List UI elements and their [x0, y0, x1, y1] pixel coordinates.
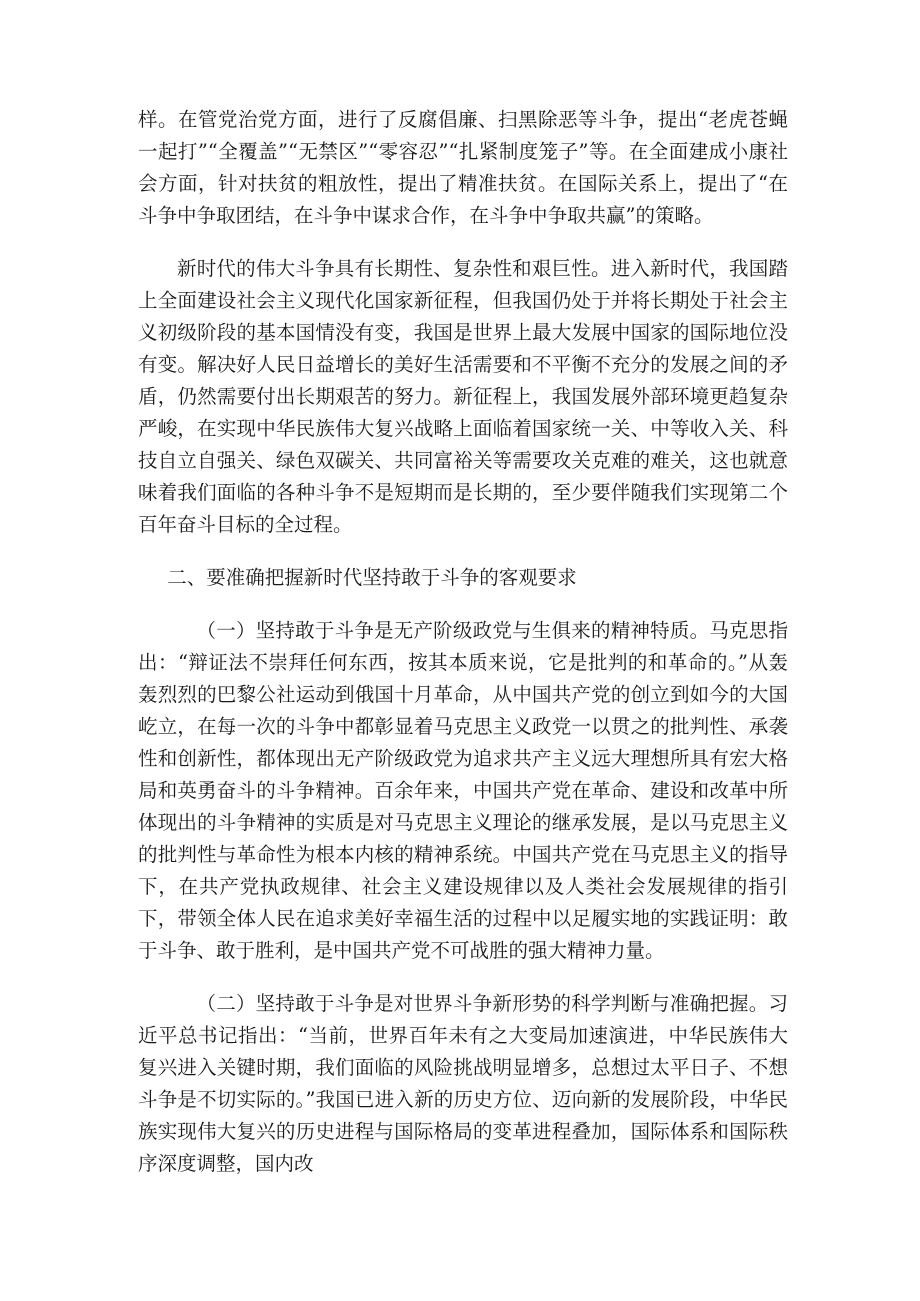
paragraph-point-two: （二）坚持敢于斗争是对世界斗争新形势的科学判断与准确把握。习近平总书记指出：“当前，世界百年未有之大变局加速演进，中华民族伟大复兴进入关键时期，我们面临的风险挑战明显增多，总想过太平日子、不想斗争是不切实际的。”我国已进入新的历史方位、迈向新的发展阶段，中华民族实现伟大复兴的历史进程与国际格局的变革进程叠加，国际体系和国际秩序深度调整，国内改: [138, 992, 788, 1175]
paragraph-continuation: 样。在管党治党方面，进行了反腐倡廉、扫黑除恶等斗争，提出“老虎苍蝇一起打”“全覆盖”“无禁区”“零容忍”“扎紧制度笼子”等。在全面建成小康社会方面，针对扶贫的粗放性，提出了精准扶贫。在国际关系上，提出了“在斗争中争取团结，在斗争中谋求合作，在斗争中争取共赢”的策略。: [138, 108, 788, 227]
section-heading: 二、要准确把握新时代坚持敢于斗争的客观要求: [167, 566, 577, 589]
paragraph-long-term-struggle: 新时代的伟大斗争具有长期性、复杂性和艰巨性。进入新时代，我国踏上全面建设社会主义现代化国家新征程，但我国仍处于并将长期处于社会主义初级阶段的基本国情没有变，我国是世界上最大发展中国家的国际地位没有变。解决好人民日益增长的美好生活需要和不平衡不充分的发展之间的矛盾，仍然需要付出长期艰苦的努力。新征程上，我国发展外部环境更趋复杂严峻，在实现中华民族伟大复兴战略上面临着国家统一关、中等收入关、科技自立自强关、绿色双碳关、共同富裕关等需要攻关克难的难关，这也就意味着我们面临的各种斗争不是短期而是长期的，至少要伴随我们实现第二个百年奋斗目标的全过程。: [138, 257, 788, 536]
paragraph-point-one: （一）坚持敢于斗争是无产阶级政党与生俱来的精神特质。马克思指出：“辩证法不崇拜任何东西，按其本质来说，它是批判的和革命的。”从轰轰烈烈的巴黎公社运动到俄国十月革命，从中国共产党的创立到如今的大国屹立，在每一次的斗争中都彰显着马克思主义政党一以贯之的批判性、承袭性和创新性，都体现出无产阶级政党为追求共产主义远大理想所具有宏大格局和英勇奋斗的斗争精神。百余年来，中国共产党在革命、建设和改革中所体现出的斗争精神的实质是对马克思主义理论的继承发展，是以马克思主义的批判性与革命性为根本内核的精神系统。中国共产党在马克思主义的指导下，在共产党执政规律、社会主义建设规律以及人类社会发展规律的指引下，带领全体人民在追求美好幸福生活的过程中以足履实地的实践证明：敢于斗争、敢于胜利，是中国共产党不可战胜的强大精神力量。: [138, 619, 788, 962]
document-page: [138, 104, 788, 1201]
